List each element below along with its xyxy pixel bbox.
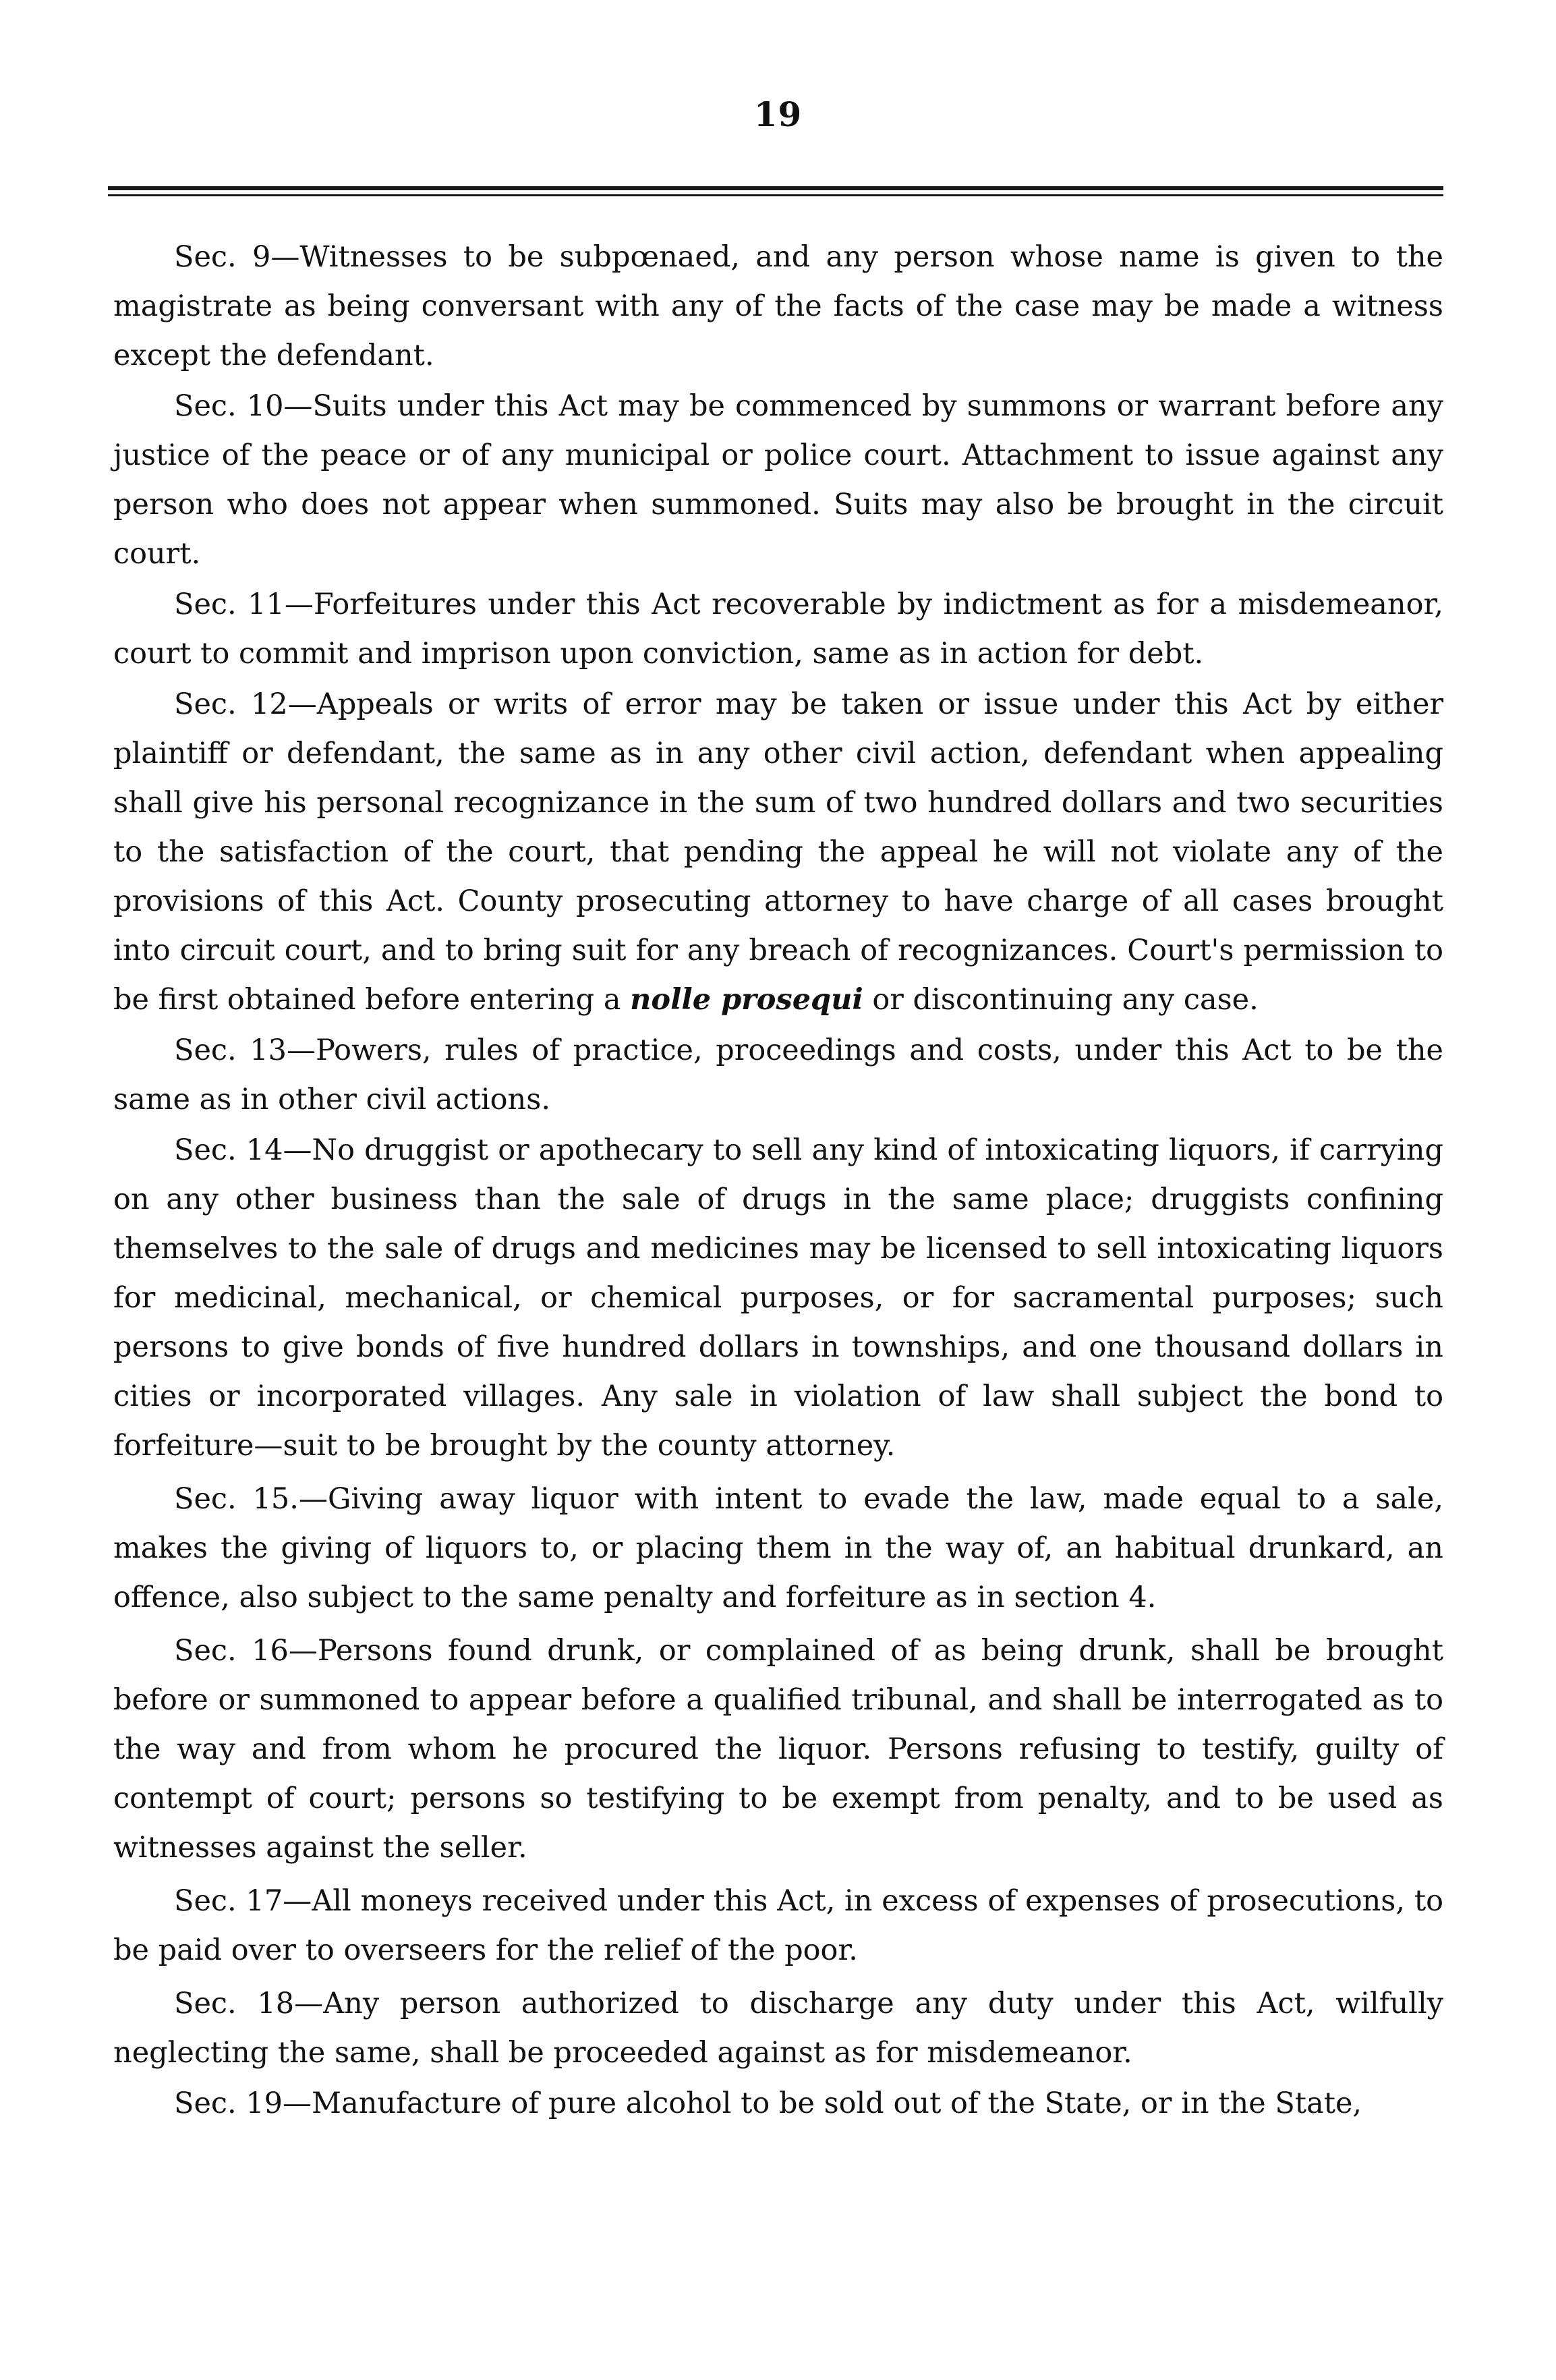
section-heading: Sec. 9 bbox=[174, 240, 271, 274]
section-9 bbox=[113, 233, 1443, 382]
latin-term: nolle prosequi bbox=[630, 983, 863, 1017]
section-heading: Sec. 14 bbox=[174, 1133, 283, 1167]
section-15 bbox=[113, 1475, 1443, 1624]
section-text: —Appeals or writs of error may be taken or issue under this Act by either plaintiff or defendant, the same as in any other civil action, defendant when appealing shall give his personal recognizance in the sum of two hundred dollars and two securities to the satisfaction of the court, that pending the appeal he will not violate any of the provisions of this Act. County prosecuting attorney to have charge of all cases brought into circuit court, and to bring suit for any breach of recognizances. Court's permission to be first obtained before entering a bbox=[113, 687, 1444, 1017]
section-18 bbox=[113, 1979, 1443, 2079]
section-text: —Witnesses to be subpœnaed, and any person whose name is given to the magistrate as being conversant with any of the facts of the case may be made a witness except the defendant. bbox=[113, 240, 1443, 372]
section-heading: Sec. 17 bbox=[174, 1884, 283, 1918]
section-10 bbox=[113, 382, 1443, 580]
section-text: —Giving away liquor with intent to evade the law, made equal to a sale, makes the giving of liquors to, or placing them in the way of, an habitual drunkard, an offence, also subject to the same penalty and forfeiture as in section 4. bbox=[113, 1482, 1443, 1614]
section-heading: Sec. 19 bbox=[174, 2087, 283, 2120]
section-text-continued: or discontinuing any case. bbox=[863, 983, 1259, 1017]
header-rule-thin bbox=[108, 194, 1443, 196]
section-heading: Sec. 18 bbox=[174, 1987, 295, 2020]
section-text: —Suits under this Act may be commenced by summons or warrant before any justice of the peace or of any municipal or police court. Attachment to issue against any person who does not appear when summoned. Suits may also be brought in the circuit court. bbox=[113, 389, 1444, 571]
section-heading: Sec. 13 bbox=[174, 1033, 287, 1067]
header-rule-thick bbox=[108, 186, 1443, 190]
section-text: —Persons found drunk, or complained of as being drunk, shall be brought before or summoned to appear before a qualified tribunal, and shall be interrogated as to the way and from whom he procured the liquor. Persons refusing to testify, guilty of contempt of court; persons so testifying to be exempt from penalty, and to be used as witnesses against the seller. bbox=[113, 1634, 1443, 1865]
section-text: —All moneys received under this Act, in excess of expenses of prosecutions, to be paid over to overseers for the relief of the poor. bbox=[113, 1884, 1443, 1967]
section-text: —Powers, rules of practice, proceedings and costs, under this Act to be the same as in other civil actions. bbox=[113, 1033, 1443, 1116]
document-body bbox=[113, 233, 1443, 2130]
page-number: 19 bbox=[753, 94, 803, 134]
section-text: —Manufacture of pure alcohol to be sold out of the State, or in the State, bbox=[283, 2087, 1362, 2120]
section-heading: Sec. 12 bbox=[174, 687, 288, 721]
section-13 bbox=[113, 1026, 1443, 1126]
section-text: —Any person authorized to discharge any duty under this Act, wilfully neglecting the same, shall be proceeded against as for misdemeanor. bbox=[113, 1987, 1443, 2070]
section-12 bbox=[113, 680, 1443, 1026]
section-heading: Sec. 10 bbox=[174, 389, 284, 423]
section-heading: Sec. 16 bbox=[174, 1634, 289, 1668]
section-17 bbox=[113, 1877, 1443, 1977]
section-heading: Sec. 11 bbox=[174, 588, 285, 621]
section-text: —Forfeitures under this Act recoverable by indictment as for a misdemeanor, court to commit and imprison upon conviction, same as in action for debt. bbox=[113, 588, 1443, 671]
section-16 bbox=[113, 1626, 1443, 1874]
section-heading: Sec. 15. bbox=[174, 1482, 299, 1516]
section-11 bbox=[113, 580, 1443, 680]
section-text: —No druggist or apothecary to sell any kind of intoxicating liquors, if carrying on any other business than the sale of drugs in the same place; druggists confining themselves to the sale of drugs and medicines may be licensed to sell intoxicating liquors for medicinal, mechanical, or chemical purposes, or for sacramental purposes; such persons to give bonds of five hundred dollars in townships, and one thousand dollars in cities or incorporated villages. Any sale in violation of law shall subject the bond to forfeiture—suit to be brought by the county attorney. bbox=[113, 1133, 1443, 1463]
section-14 bbox=[113, 1126, 1443, 1472]
section-19 bbox=[113, 2079, 1443, 2130]
